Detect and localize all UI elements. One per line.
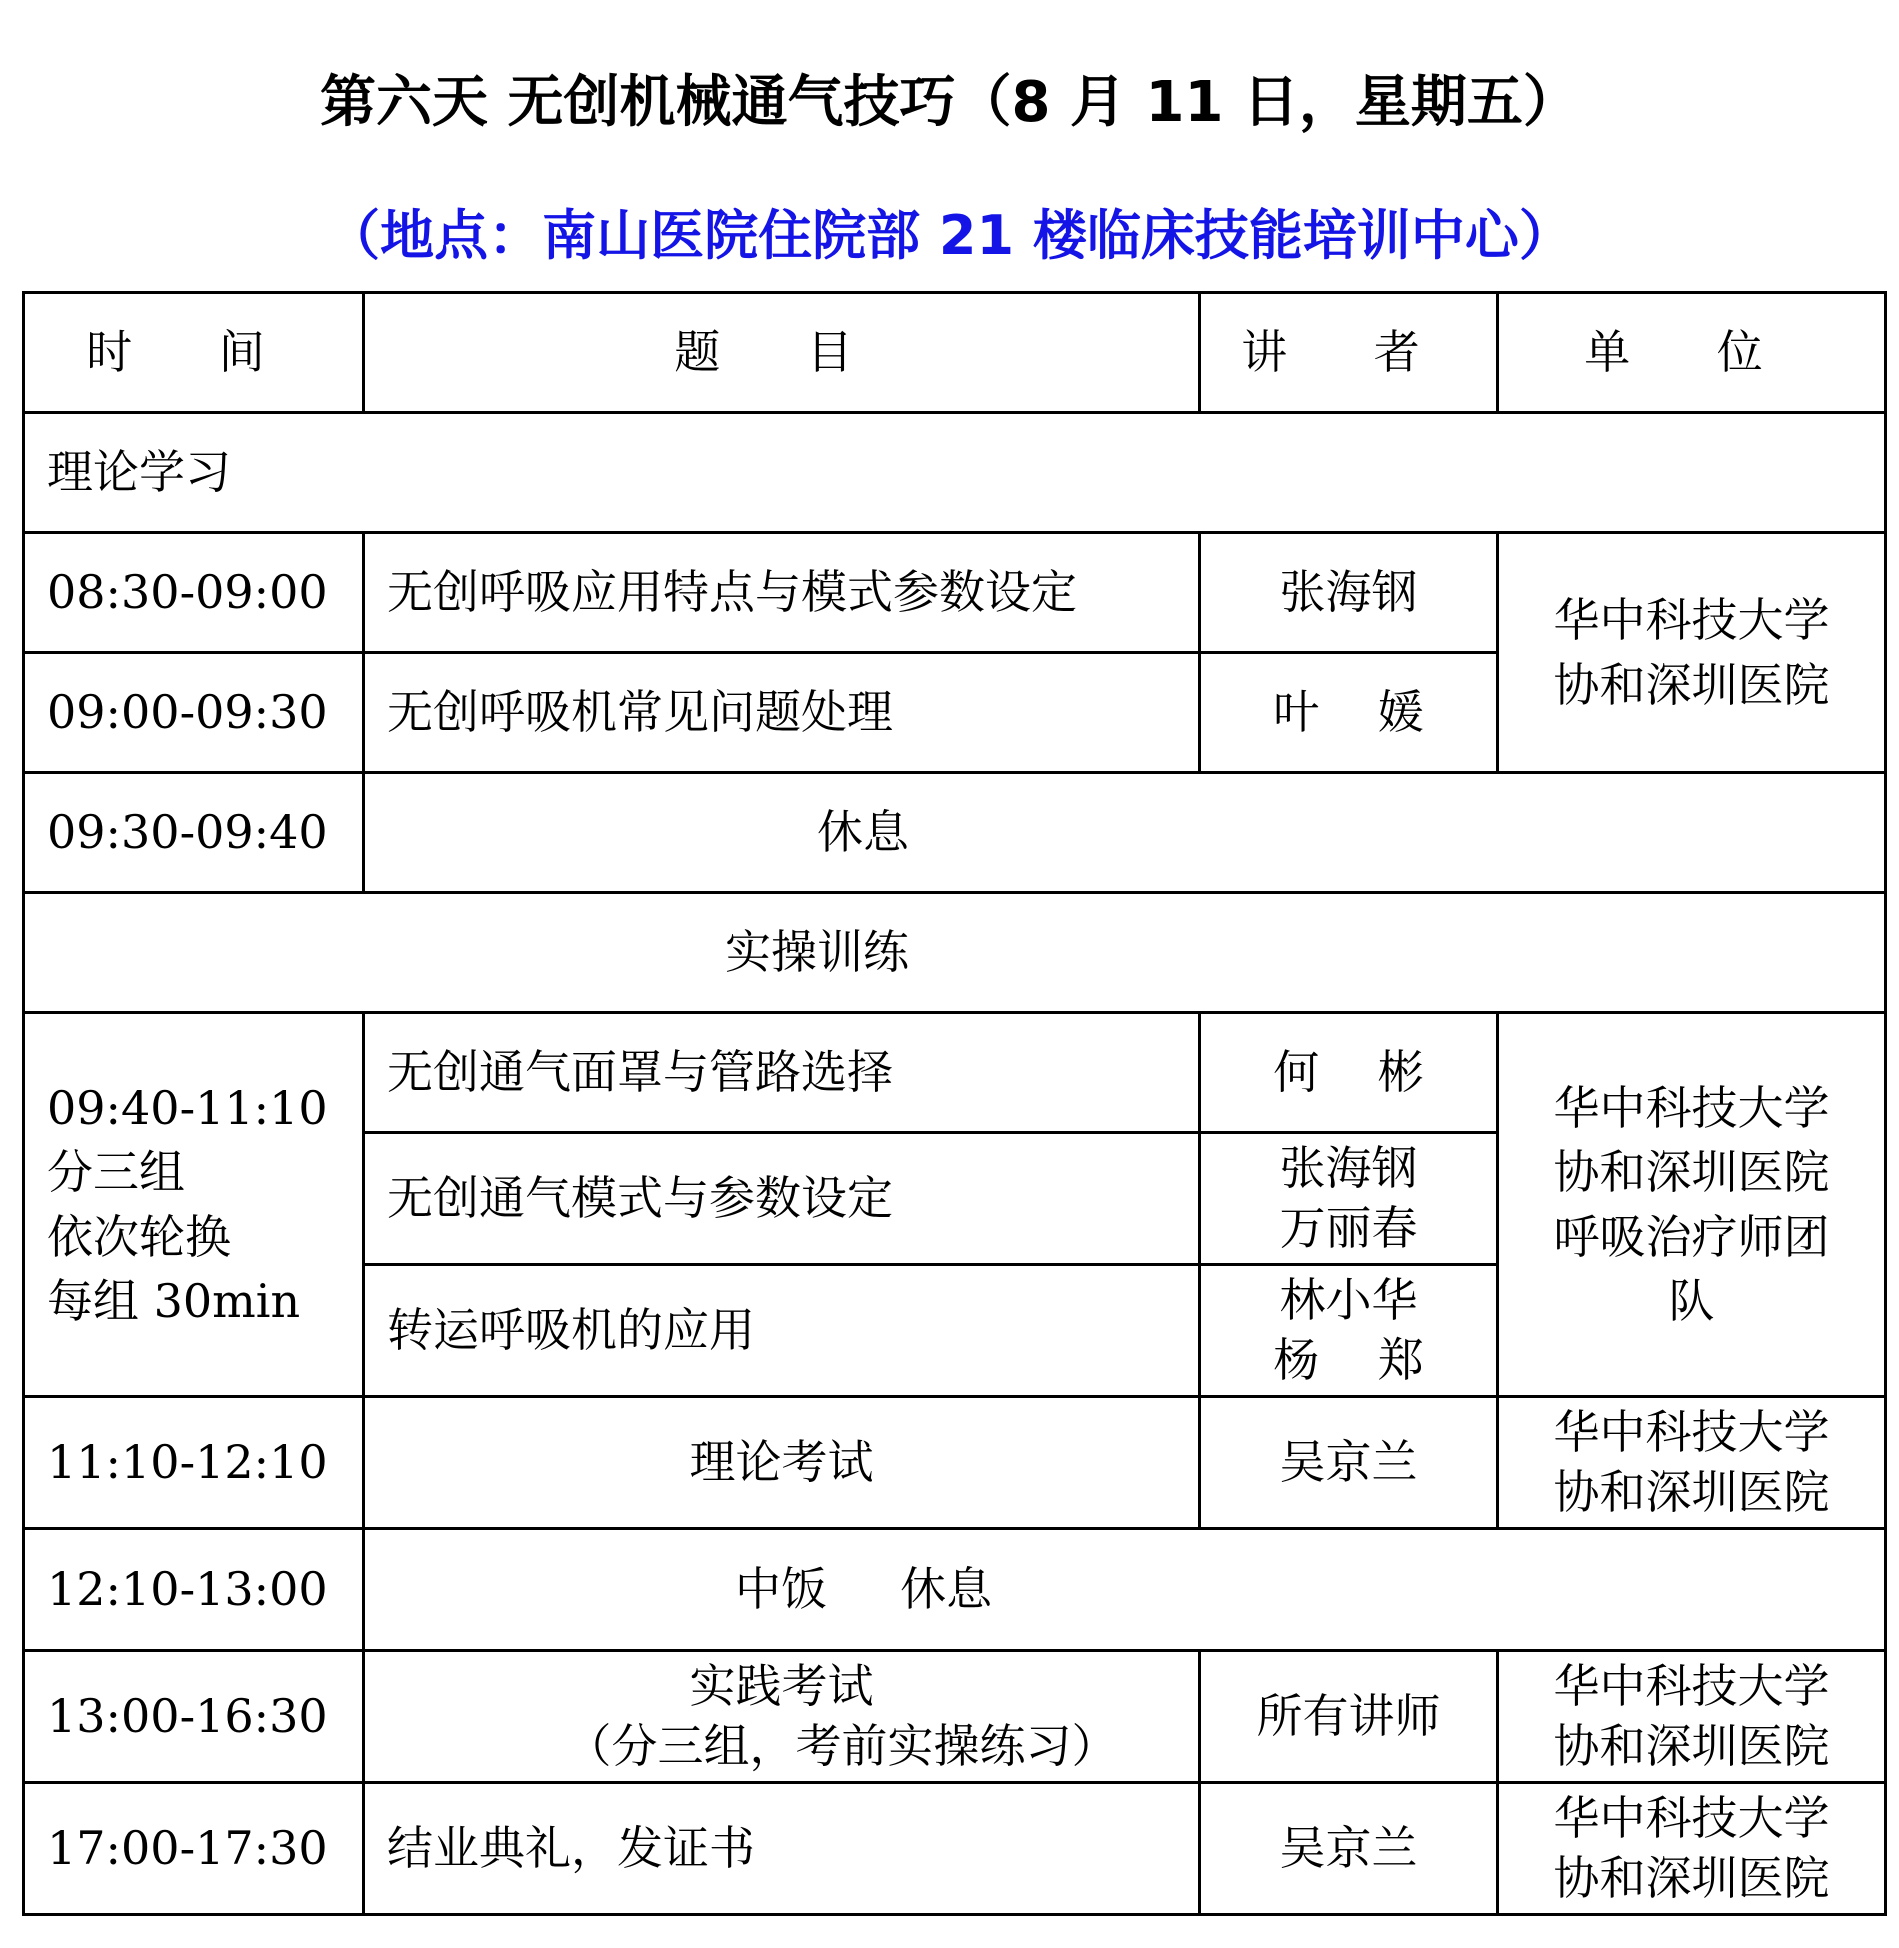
table-row [24,1397,1886,1529]
unit-cell [1498,1013,1886,1397]
speaker-cell: 何 彬 [1200,1013,1498,1133]
section-row-theory [24,413,1886,533]
table-row [24,1529,1886,1651]
unit-line: 华中科技大学 [1553,593,1830,648]
unit-line: 呼吸治疗师团 [1553,1209,1830,1264]
topic-line: 实践考试 [689,1658,874,1713]
unit-line: 协和深圳医院 [1553,1145,1830,1200]
unit-line: 华中科技大学 [1553,1790,1830,1845]
speaker-cell: 所有讲师 [1200,1651,1498,1783]
topic-cell: 无创通气模式与参数设定 [364,1133,1200,1265]
table-row [24,1783,1886,1915]
header-unit: 单 位 [1498,293,1886,413]
time-line: 每组 30min [47,1273,301,1328]
unit-line: 华中科技大学 [1553,1080,1830,1135]
unit-line: 队 [1668,1273,1715,1328]
speaker-line: 张海钢 [1279,1140,1418,1195]
time-line: 依次轮换 [47,1209,231,1264]
time-line: 分三组 [47,1145,185,1200]
topic-cell: 无创通气面罩与管路选择 [364,1013,1200,1133]
section-row-practice [24,893,1886,1013]
unit-line: 华中科技大学 [1553,1404,1830,1459]
speaker-cell: 吴京兰 [1200,1783,1498,1915]
page-title: 第六天 无创机械通气技巧（8 月 11 日，星期五） [320,70,1579,135]
time-cell: 17:00-17:30 [24,1783,364,1915]
section-practice-label: 实操训练 [24,893,1886,1013]
topic-cell: 无创呼吸应用特点与模式参数设定 [364,533,1200,653]
location-subtitle: （地点：南山医院住院部 21 楼临床技能培训中心） [326,204,1573,267]
time-cell: 13:00-16:30 [24,1651,364,1783]
unit-cell [1498,1651,1886,1783]
unit-cell [1498,1783,1886,1915]
table-row [24,533,1886,653]
speaker-cell [1200,1133,1498,1265]
speaker-cell [1200,1265,1498,1397]
time-cell [24,1013,364,1397]
unit-line: 协和深圳医院 [1553,1850,1830,1905]
speaker-line: 林小华 [1279,1272,1418,1327]
unit-line: 协和深圳医院 [1553,1718,1830,1773]
speaker-cell: 张海钢 [1200,533,1498,653]
unit-line: 协和深圳医院 [1553,657,1830,712]
time-cell: 08:30-09:00 [24,533,364,653]
time-cell: 12:10-13:00 [24,1529,364,1651]
topic-line: （分三组，考前实操练习） [565,1718,1118,1773]
table-row [24,773,1886,893]
topic-cell: 休息 [364,773,1886,893]
table-row [24,1013,1886,1133]
topic-cell: 结业典礼，发证书 [364,1783,1200,1915]
topic-cell: 中饭 休息 [364,1529,1886,1651]
topic-cell: 转运呼吸机的应用 [364,1265,1200,1397]
header-time: 时 间 [24,293,364,413]
header-row [24,293,1886,413]
topic-cell: 理论考试 [364,1397,1200,1529]
unit-cell [1498,1397,1886,1529]
unit-line: 华中科技大学 [1553,1658,1830,1713]
topic-cell: 无创呼吸机常见问题处理 [364,653,1200,773]
topic-cell [364,1651,1200,1783]
header-topic: 题 目 [364,293,1200,413]
speaker-cell: 吴京兰 [1200,1397,1498,1529]
unit-cell [1498,533,1886,773]
speaker-line: 万丽春 [1279,1200,1418,1255]
table-row [24,1651,1886,1783]
schedule-table [22,291,1887,1916]
time-cell: 09:30-09:40 [24,773,364,893]
unit-line: 协和深圳医院 [1553,1464,1830,1519]
speaker-line: 杨 郑 [1273,1332,1424,1387]
time-cell: 09:00-09:30 [24,653,364,773]
time-cell: 11:10-12:10 [24,1397,364,1529]
time-line: 09:40-11:10 [47,1080,328,1135]
header-speaker: 讲 者 [1200,293,1498,413]
speaker-cell: 叶 媛 [1200,653,1498,773]
section-theory-label: 理论学习 [24,413,1886,533]
